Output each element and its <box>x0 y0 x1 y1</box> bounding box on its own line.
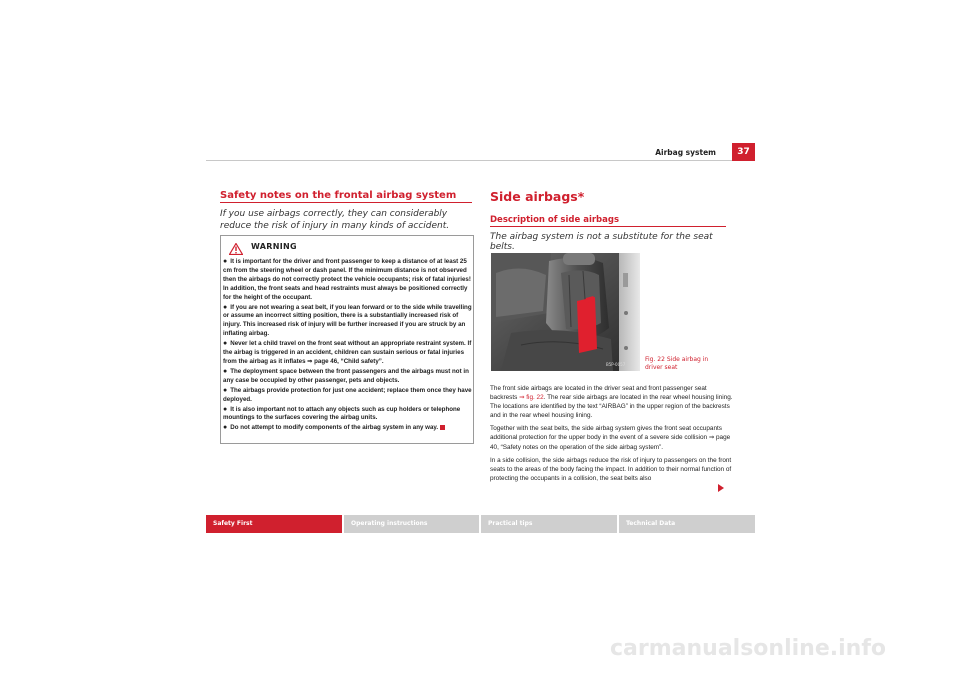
list-item <box>223 340 473 367</box>
heading-underline <box>220 202 472 203</box>
paragraph <box>490 424 735 451</box>
paragraph <box>490 384 735 420</box>
paragraph <box>490 456 735 483</box>
subheading-description: Description of side airbags <box>490 215 620 225</box>
list-item <box>223 304 473 340</box>
subsection-intro: The airbag system is not a substitute for the seat belts. <box>490 232 713 252</box>
warning-box <box>220 235 474 444</box>
warning-item-text: Do not attempt to modify components of the airbag system in any way. <box>230 424 439 432</box>
bullet-icon: ● <box>223 303 228 311</box>
paragraph-text: In a side collision, the side airbags reduce the risk of injury to passengers on the front seats to the areas of the body facing the impact. In addition to their normal function of protecting the occupants in a collision, the seat belts also <box>490 456 732 482</box>
subheading-underline <box>490 226 726 227</box>
figure-caption-line: Fig. 22 Side airbag in <box>645 356 709 363</box>
bullet-icon: ● <box>223 386 228 394</box>
header-divider <box>206 160 732 161</box>
paragraph-text: . The rear side airbags are located in the rear wheel housing lining. The locations are identified by the text “AIRBAG” in the upper region of the backrests and in the rear wheel housing lining. <box>490 394 733 420</box>
warning-item-text: If you are not wearing a seat belt, if you lean forward or to the side while travelling or assume an incorrect sitting position, there is a substantially increased risk of injury. This increased risk of injury will be further increased if you are struck by an inflating airbag. <box>223 303 472 338</box>
tab-safety-first[interactable]: Safety First <box>206 515 342 533</box>
paragraph-text: Together with the seat belts, the side airbag system gives the front seat occupants additional protection for the upper body in the event of a severe side collision ⇒ page 40, “Safety notes on the operation of the side airbag system”. <box>490 425 731 451</box>
figure-code: B5P-0057 <box>606 362 626 367</box>
warning-label: WARNING <box>251 242 297 251</box>
warning-item-text: The airbags provide protection for just one accident; replace them once they have deployed. <box>223 386 472 403</box>
paragraph-text: The front side airbags are located in the driver seat and front passenger seat backrests <box>490 385 707 402</box>
figure-caption <box>645 356 735 371</box>
tab-technical-data[interactable]: Technical Data <box>619 515 755 533</box>
watermark: carmanualsonline.info <box>610 636 886 661</box>
section-end-icon <box>440 425 445 430</box>
list-item <box>223 258 473 303</box>
running-header-title: Airbag system <box>655 148 716 157</box>
figure-caption-line: driver seat <box>645 363 678 371</box>
warning-item-text: The deployment space between the front passengers and the airbags must not in any case be occupied by other passenger, pets and objects. <box>223 367 469 384</box>
warning-header <box>221 236 473 256</box>
bullet-icon: ● <box>223 405 228 413</box>
body-text <box>490 384 735 487</box>
warning-item-text: It is important for the driver and front passenger to keep a distance of at least 25 cm from the steering wheel or dash panel. If the minimum distance is not observed then the airbags do not correctly protect the vehicle occupants; risk of fatal injuries! In addition, the front seats and head restraints must always be positioned correctly for the height of the occupant. <box>223 258 471 301</box>
figure-seat-photo <box>491 253 640 371</box>
section-heading-side-airbags: Side airbags* <box>490 189 585 204</box>
bullet-icon: ● <box>223 258 228 265</box>
warning-list <box>223 258 473 434</box>
figure-link[interactable]: ⇒ fig. 22 <box>519 394 544 402</box>
warning-item-text: Never let a child travel on the front seat without an appropriate restraint system. If the airbag is triggered in an accident, children can sustain serious or fatal injuries from the airbag as it inflates ⇒ page 46, “Child safety”. <box>223 340 472 365</box>
footer-tabs <box>206 515 755 533</box>
continue-arrow-icon <box>718 484 724 492</box>
warning-item-text: It is also important not to attach any objects such as cup holders or telephone mountings to the surfaces covering the airbag units. <box>223 405 461 422</box>
section-heading-frontal-airbag: Safety notes on the frontal airbag system <box>220 190 457 201</box>
bullet-icon: ● <box>223 424 228 432</box>
list-item <box>223 368 473 386</box>
warning-triangle-icon <box>229 240 243 252</box>
page-number: 37 <box>732 143 755 161</box>
list-item <box>223 424 473 433</box>
list-item <box>223 406 473 424</box>
tab-practical-tips[interactable]: Practical tips <box>481 515 617 533</box>
section-intro: If you use airbags correctly, they can considerably reduce the risk of injury in many kinds of accident. <box>220 209 450 231</box>
list-item <box>223 387 473 405</box>
bullet-icon: ● <box>223 340 228 348</box>
bullet-icon: ● <box>223 367 228 375</box>
tab-operating-instructions[interactable]: Operating instructions <box>344 515 479 533</box>
